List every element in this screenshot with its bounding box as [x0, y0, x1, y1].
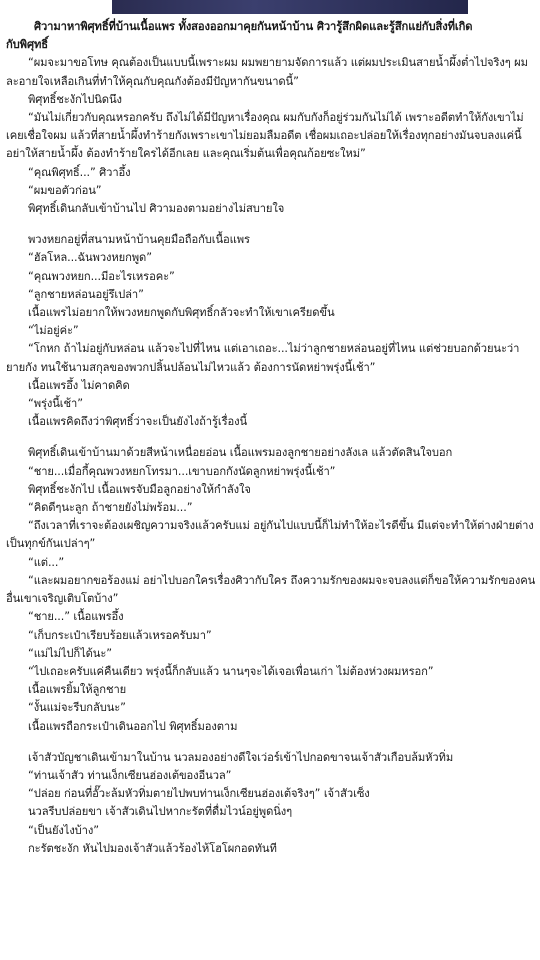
- paragraph: กะรัตชะงัก หันไปมองเจ้าสัวแล้วร้องไห้โฮโผกอดทันที: [28, 841, 277, 855]
- paragraph: “เป็นยังไงบ้าง”: [28, 823, 99, 837]
- paragraph: “ฮัลโหล...ฉันพวงหยกพูด”: [28, 251, 152, 265]
- paragraph: “แต่...”: [28, 555, 65, 569]
- paragraph: “ไปเถอะครับแค่คืนเดียว พรุ่งนี้ก็กลับแล้ว นานๆจะได้เจอเพื่อนเก่า ไม่ต้องห่วงผมหรอก”: [28, 664, 434, 678]
- section-gap: [6, 431, 536, 444]
- section-gap: [6, 736, 536, 749]
- paragraph: “ปล่อย ก่อนที่อั๊วะล้มหัวทิ่มตายไปพบท่านเง็กเซียนฮ่องเต้จริงๆ” เจ้าสัวเซ็ง: [28, 787, 370, 801]
- paragraph: พิศุทธิ์เดินเข้าบ้านมาด้วยสีหน้าเหนื่อยอ่อน เนื้อแพรมองลูกชายอย่างลังเล แล้วตัดสินใจบอก: [28, 446, 453, 460]
- paragraph: “ชาย...” เนื้อแพรอึ้ง: [28, 610, 124, 624]
- paragraph: เนื้อแพรถือกระเป๋าเดินออกไป พิศุทธิ์มองตาม: [28, 719, 238, 733]
- paragraph: “งั้นแม่จะรีบกลับนะ”: [28, 701, 126, 715]
- paragraph: พิศุทธิ์ชะงักไป เนื้อแพรจับมือลูกอย่างให้กำลังใจ: [28, 482, 251, 496]
- paragraph: เนื้อแพรคิดถึงว่าพิศุทธิ์ว่าจะเป็นยังไงถ้ารู้เรื่องนี้: [28, 415, 248, 429]
- paragraph: “ถึงเวลาที่เราจะต้องเผชิญความจริงแล้วครับแม่ อยู่กันไปแบบนี้ก็ไม่ทำให้อะไรดีขึ้น มีแต่จะทำให้ต่างฝ่ายต่างเป็นทุกข์กันเปล่าๆ”: [6, 519, 534, 551]
- paragraph: “ท่านเจ้าสัว ท่านเง็กเซียนฮ่องเต้ของอีนวล”: [28, 768, 232, 782]
- heading-line-1: ศิวามาหาพิศุทธิ์ที่บ้านเนื้อแพร ทั้งสองออกมาคุยกันหน้าบ้าน ศิวารู้สึกผิดและรู้สึกแย่กับสิ่งที่เกิด: [34, 20, 473, 33]
- heading-line-2: กับพิศุทธิ์: [6, 38, 48, 52]
- paragraph: “แม่ไม่ไปก็ได้นะ”: [28, 646, 112, 660]
- paragraph: “และผมอยากขอร้องแม่ อย่าไปบอกใครเรื่องศิวากับใคร ถึงความรักของผมจะจบลงแต่ก็ขอให้ความรักของคนอื่นเขาเจริญเติบโตบ้าง”: [6, 573, 536, 606]
- paragraph: เนื้อแพรอึ้ง ไม่คาดคิด: [28, 378, 130, 392]
- paragraph: นวลรีบปล่อยขา เจ้าสัวเดินไปหากะรัตที่ดื่มไวน์อยู่พูดนิ่งๆ: [28, 805, 293, 819]
- paragraph: “โกหก ถ้าไม่อยู่กับหล่อน แล้วจะไปที่ไหน แต่เอาเถอะ...ไม่ว่าลูกชายหล่อนอยู่ที่ไหน แต่ช่วยบอกด้วยนะว่า ยายกัง ทนใช้นามสกุลของพวกปลิ้นปล้อนไม่ไหวแล้ว ต้องการนัดหย่าพรุ่งนี้เช้า”: [6, 342, 520, 374]
- paragraph: เนื้อแพรไม่อยากให้พวงหยกพูดกับพิศุทธิ์กลัวจะทำให้เขาเครียดขึ้น: [28, 306, 335, 320]
- paragraph: พวงหยกอยู่ที่สนามหน้าบ้านคุยมือถือกับเนื้อแพร: [28, 233, 250, 247]
- paragraph: เจ้าสัวบัญชาเดินเข้ามาในบ้าน นวลมองอย่างดีใจเว่อร์เข้าไปกอดขาจนเจ้าสัวเกือบล้มหัวทิ่ม: [28, 750, 454, 764]
- paragraph: “ชาย...เมื่อกี้คุณพวงหยกโทรมา...เขาบอกกังนัดลูกหย่าพรุ่งนี้เช้า”: [28, 464, 336, 478]
- paragraph: “ผมจะมาขอโทษ คุณต้องเป็นแบบนี้เพราะผม ผมพยายามจัดการแล้ว แต่ผมประเมินสายน้ำผึ้งต่ำไปจริงๆ ผมละอายใจเหลือเกินที่ทำให้คุณกับคุณกังต้องมีปัญหากันขนาดนี้”: [6, 56, 528, 88]
- header-photo-strip: [112, 0, 468, 14]
- paragraph: “คิดดีๆนะลูก ถ้าชายยังไม่พร้อม...”: [28, 501, 193, 515]
- article-body: [6, 18, 536, 858]
- paragraph: “เก็บกระเป๋าเรียบร้อยแล้วเหรอครับมา”: [28, 628, 212, 642]
- paragraph: “มันไม่เกี่ยวกับคุณหรอกครับ ถึงไม่ได้มีปัญหาเรื่องคุณ ผมกับกังก็อยู่ร่วมกันไม่ได้ เพราะอดีตทำให้กังเขาไม่เคยเชื่อใจผม แล้วที่สายน้ำผึ้งทำร้ายกังเพราะเขาไม่ยอมลืมอดีต เชื่อผมเถอะปล่อยให้เรื่องทุกอย่างมันจบลงแค่นี้ อย่าให้สายน้ำผึ้ง ต้องทำร้ายใครได้อีกเลย และคุณเริ่มต้นเพื่อคุณก้อยซะใหม่”: [6, 111, 524, 161]
- section-gap: [6, 218, 536, 231]
- paragraph: “ลูกชายหล่อนอยู่รึเปล่า”: [28, 287, 144, 301]
- paragraph: “ผมขอตัวก่อน”: [28, 183, 102, 197]
- paragraph: “คุณพิศุทธิ์...” ศิวาอึ้ง: [28, 165, 131, 179]
- paragraph: เนื้อแพรยิ้มให้ลูกชาย: [28, 683, 127, 697]
- paragraph: “คุณพวงหยก...มีอะไรเหรอคะ”: [28, 269, 175, 283]
- paragraph: พิศุทธิ์ชะงักไปนิดนึง: [28, 92, 122, 106]
- paragraph: พิศุทธิ์เดินกลับเข้าบ้านไป ศิวามองตามอย่างไม่สบายใจ: [28, 202, 285, 216]
- paragraph: “ไม่อยู่ค่ะ”: [28, 324, 79, 338]
- paragraph: “พรุ่งนี้เช้า”: [28, 397, 83, 411]
